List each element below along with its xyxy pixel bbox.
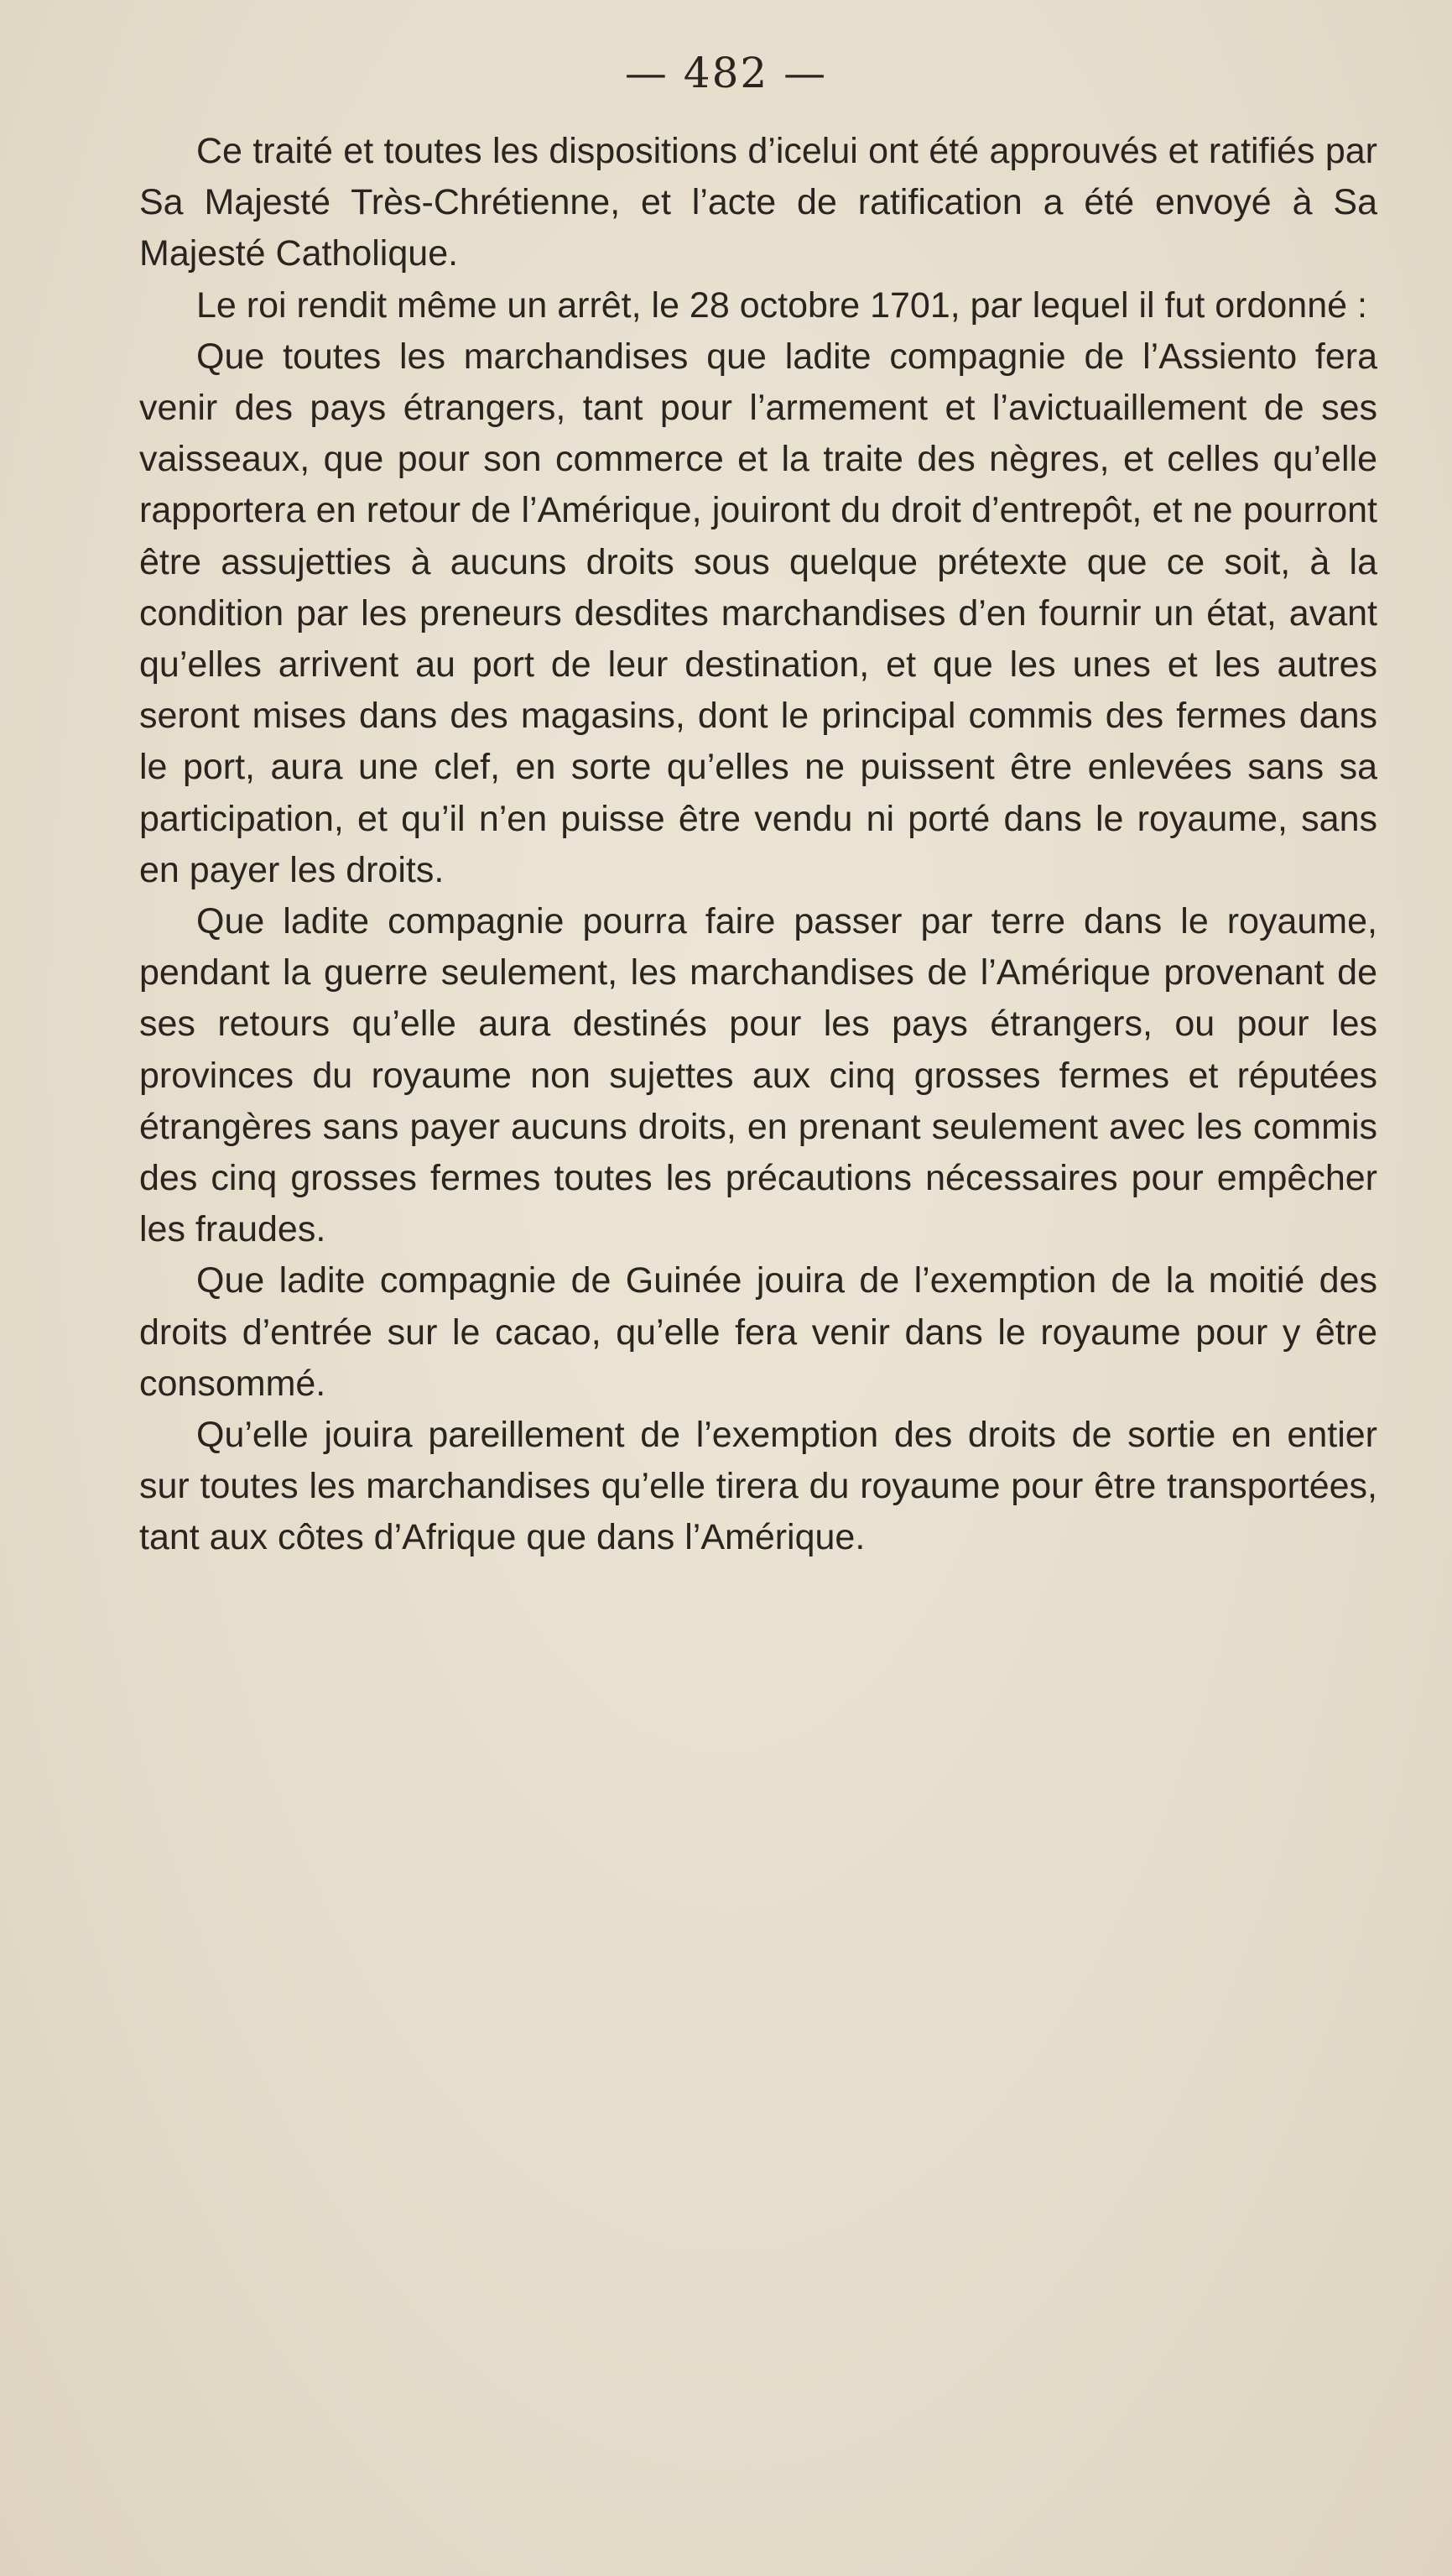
paragraph-export-exemption: Qu’elle jouira pareillement de l’exemption des droits de sortie en entier sur toutes les marchandises qu’elle tirera du royaume pour être transportées, tant aux côtes d’Afrique que dans l’Amérique. bbox=[139, 1415, 1377, 1558]
page-number: — 482 — bbox=[624, 49, 828, 97]
paragraph-overland-transit: Que ladite compagnie pourra faire passer par terre dans le royaume, pendant la guerre seulement, les marchandises de l’Amérique provenant de ses retours qu’elle aura destinés pour les pays étrangers, ou pour les provinces du royaume non sujettes aux cinq grosses fermes et réputées étrangères sans payer aucuns droits, en prenant seulement avec les commis des cinq grosses fermes toutes les précautions nécessaires pour empêcher les fraudes. bbox=[139, 901, 1377, 1250]
paragraph-king-decree: Le roi rendit même un arrêt, le 28 octobre 1701, par lequel il fut ordonné : bbox=[196, 284, 1367, 326]
paragraph-treaty-ratification: Ce traité et toutes les dispositions d’icelui ont été approuvés et ratifiés par Sa Majesté Très-Chrétienne, et l’acte de ratification a été envoyé à Sa Majesté Catholique. bbox=[139, 131, 1377, 274]
paragraph-entrepot-rights: Que toutes les marchandises que ladite compagnie de l’Assiento fera venir des pays étrangers, tant pour l’armement et l’avictuaillement de ses vaisseaux, que pour son commerce et la traite des nègres, et celles qu’elle rapportera en retour de l’Amérique, jouiront du droit d’entrepôt, et ne pourront être assujetties à aucuns droits sous quelque prétexte que ce soit, à la condition par les preneurs desdites marchandises d’en fournir un état, avant qu’elles arrivent au port de leur destination, et que les unes et les autres seront mises dans des magasins, dont le principal commis des fermes dans le port, aura une clef, en sorte qu’elles ne puissent être enlevées sans sa participation, et qu’il n’en puisse être vendu ni porté dans le royaume, sans en payer les droits. bbox=[139, 336, 1377, 890]
paragraph-cacao-exemption: Que ladite compagnie de Guinée jouira de l’exemption de la moitié des droits d’entrée sur le cacao, qu’elle fera venir dans le royaume pour y être consommé. bbox=[139, 1260, 1377, 1404]
body-text bbox=[139, 126, 1377, 1564]
